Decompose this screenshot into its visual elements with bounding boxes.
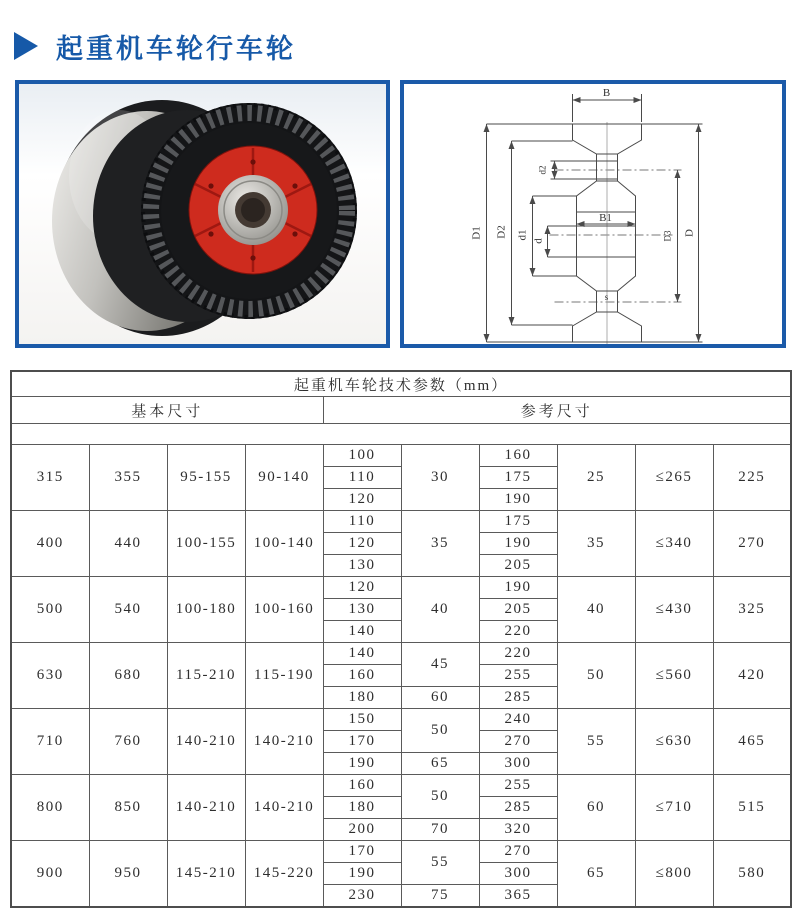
table-cell: 500 <box>11 577 89 643</box>
table-cell: 255 <box>479 775 557 797</box>
table-cell: 300 <box>479 753 557 775</box>
table-cell: 680 <box>89 643 167 709</box>
table-cell: 50 <box>401 775 479 819</box>
table-cell: 45 <box>401 643 479 687</box>
table-title: 起重机车轮技术参数（mm） <box>11 371 791 397</box>
table-cell: 75 <box>401 885 479 908</box>
table-cell: 60 <box>401 687 479 709</box>
table-cell: 160 <box>323 775 401 797</box>
table-cell: ≤560 <box>635 643 713 709</box>
table-cell: 110 <box>323 467 401 489</box>
triangle-bullet-icon <box>14 32 38 60</box>
table-cell: 25 <box>557 445 635 511</box>
table-cell: 240 <box>479 709 557 731</box>
table-cell: 110 <box>323 511 401 533</box>
table-cell: 180 <box>323 687 401 709</box>
table-cell: 100-140 <box>245 511 323 577</box>
dim-D1-label: D1 <box>470 226 483 240</box>
table-cell: 225 <box>713 445 791 511</box>
table-cell: 175 <box>479 467 557 489</box>
table-row <box>11 445 791 467</box>
table-cell: 55 <box>557 709 635 775</box>
table-cell: 115-190 <box>245 643 323 709</box>
table-cell: 220 <box>479 621 557 643</box>
page-title: 起重机车轮行车轮 <box>56 33 296 64</box>
table-cell: 400 <box>11 511 89 577</box>
table-cell: 170 <box>323 841 401 863</box>
table-empty-row <box>11 424 791 445</box>
table-cell: 710 <box>11 709 89 775</box>
table-cell: 65 <box>557 841 635 908</box>
table-cell: ≤265 <box>635 445 713 511</box>
table-cell: 145-220 <box>245 841 323 908</box>
table-cell: 205 <box>479 555 557 577</box>
dim-s-label: s <box>604 292 609 302</box>
table-cell: 320 <box>479 819 557 841</box>
table-cell: 95-155 <box>167 445 245 511</box>
dim-d-label: d <box>532 238 545 244</box>
table-cell: 220 <box>479 643 557 665</box>
table-row <box>11 775 791 797</box>
table-cell: 35 <box>401 511 479 577</box>
dim-d1-label: d1 <box>516 229 529 241</box>
table-cell: 515 <box>713 775 791 841</box>
table-cell: 140-210 <box>167 775 245 841</box>
table-cell: 140-210 <box>245 775 323 841</box>
table-cell: 355 <box>89 445 167 511</box>
page-header <box>0 0 800 68</box>
dim-B-label: B <box>602 87 611 99</box>
table-cell: 65 <box>401 753 479 775</box>
table-cell: 40 <box>557 577 635 643</box>
table-cell: 30 <box>401 445 479 511</box>
spec-table <box>10 370 792 908</box>
table-row <box>11 511 791 533</box>
header-reference-dimensions: 参考尺寸 <box>323 397 791 424</box>
table-cell: 465 <box>713 709 791 775</box>
table-cell: 160 <box>323 665 401 687</box>
table-cell: 190 <box>323 863 401 885</box>
table-cell: 130 <box>323 555 401 577</box>
table-cell: 205 <box>479 599 557 621</box>
table-cell: ≤710 <box>635 775 713 841</box>
table-cell: 230 <box>323 885 401 908</box>
table-cell: 100-155 <box>167 511 245 577</box>
table-cell: 190 <box>479 489 557 511</box>
table-cell: 285 <box>479 797 557 819</box>
table-cell: 365 <box>479 885 557 908</box>
table-cell: ≤430 <box>635 577 713 643</box>
table-cell: 630 <box>11 643 89 709</box>
table-cell: ≤340 <box>635 511 713 577</box>
table-cell: 150 <box>323 709 401 731</box>
table-cell: 580 <box>713 841 791 908</box>
table-cell: 50 <box>401 709 479 753</box>
table-row <box>11 643 791 665</box>
table-cell: 760 <box>89 709 167 775</box>
table-cell: 800 <box>11 775 89 841</box>
table-cell: 900 <box>11 841 89 908</box>
table-cell: 190 <box>479 533 557 555</box>
dim-B1-label: B1 <box>599 212 612 224</box>
table-cell: 325 <box>713 577 791 643</box>
table-cell: 300 <box>479 863 557 885</box>
header-basic-dimensions: 基本尺寸 <box>11 397 323 424</box>
table-cell: 440 <box>89 511 167 577</box>
table-cell: 420 <box>713 643 791 709</box>
table-cell: 140 <box>323 621 401 643</box>
table-cell: ≤630 <box>635 709 713 775</box>
table-cell: 120 <box>323 489 401 511</box>
table-cell: 850 <box>89 775 167 841</box>
dim-d2-label: d2 <box>537 165 548 175</box>
wheel-photo-frame <box>15 80 390 348</box>
table-cell: 130 <box>323 599 401 621</box>
table-cell: 190 <box>323 753 401 775</box>
dim-D-label: D <box>683 229 696 237</box>
wheel-diagram <box>404 84 782 344</box>
table-cell: 140-210 <box>167 709 245 775</box>
table-cell: 145-210 <box>167 841 245 908</box>
table-cell: 160 <box>479 445 557 467</box>
table-cell: 140 <box>323 643 401 665</box>
table-title-row <box>11 371 791 397</box>
table-cell: 255 <box>479 665 557 687</box>
table-cell: 40 <box>401 577 479 643</box>
table-cell: 70 <box>401 819 479 841</box>
table-cell: 60 <box>557 775 635 841</box>
table-cell: 120 <box>323 577 401 599</box>
table-cell: 175 <box>479 511 557 533</box>
table-row <box>11 709 791 731</box>
dim-D3-label: D3 <box>662 230 673 242</box>
table-row <box>11 841 791 863</box>
table-cell: 200 <box>323 819 401 841</box>
table-cell: 285 <box>479 687 557 709</box>
table-cell: 140-210 <box>245 709 323 775</box>
table-cell: 100 <box>323 445 401 467</box>
table-cell: 115-210 <box>167 643 245 709</box>
table-cell: 270 <box>479 731 557 753</box>
table-cell: 100-160 <box>245 577 323 643</box>
table-row <box>11 577 791 599</box>
table-cell: 100-180 <box>167 577 245 643</box>
table-header-row <box>11 397 791 424</box>
table-cell: 950 <box>89 841 167 908</box>
table-cell: ≤800 <box>635 841 713 908</box>
table-cell: 90-140 <box>245 445 323 511</box>
wheel-photo <box>19 84 386 344</box>
table-cell: 120 <box>323 533 401 555</box>
image-row <box>15 80 786 348</box>
table-cell: 540 <box>89 577 167 643</box>
table-cell: 170 <box>323 731 401 753</box>
table-cell: 270 <box>479 841 557 863</box>
table-cell: 180 <box>323 797 401 819</box>
table-cell: 270 <box>713 511 791 577</box>
empty-cell <box>11 424 791 445</box>
dim-D2-label: D2 <box>495 225 508 239</box>
table-cell: 50 <box>557 643 635 709</box>
table-cell: 55 <box>401 841 479 885</box>
table-cell: 190 <box>479 577 557 599</box>
table-cell: 35 <box>557 511 635 577</box>
wheel-diagram-frame <box>400 80 786 348</box>
table-cell: 315 <box>11 445 89 511</box>
